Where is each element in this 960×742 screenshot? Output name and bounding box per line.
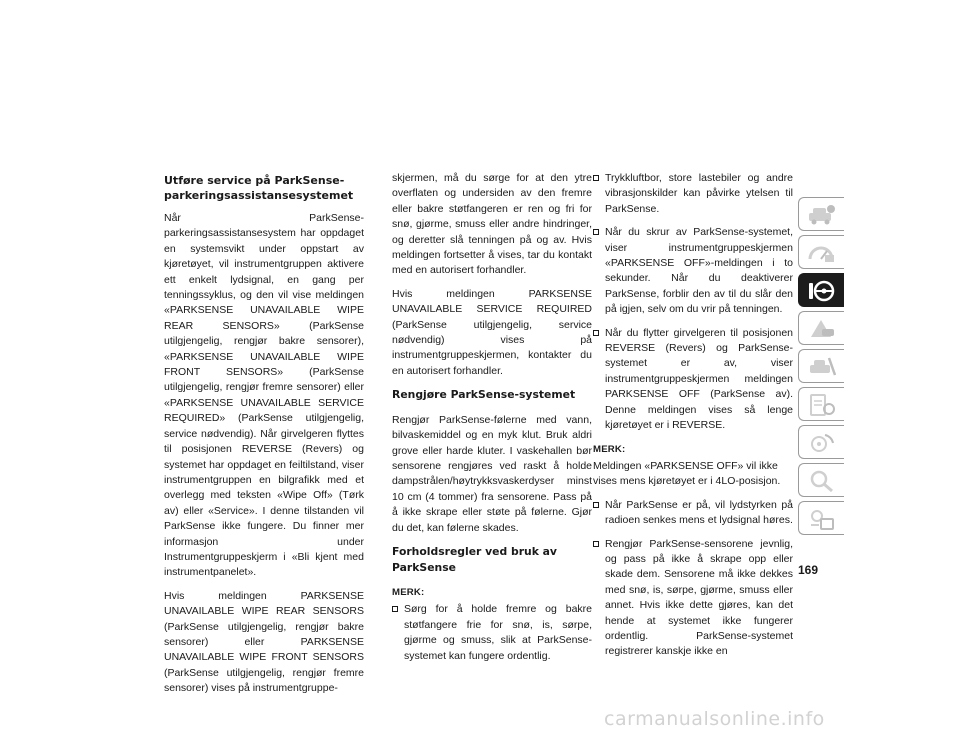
paragraph: skjermen, må du sørge for at den ytre overflaten og undersiden av den fremre eller bakre støtfangeren er ren og fri for snø, gjørme, smuss eller andre hindringer, og deretter slå tenningen på og av. Hvis meldingen fortsetter å vises, tar du kontakt med en autorisert forhandler.	[392, 172, 592, 277]
list-item: Trykkluftbor, store lastebiler og andre vibrasjonskilder kan påvirke ytelsen til ParkSense.	[593, 171, 793, 217]
steering-wheel-icon	[807, 279, 837, 303]
tab-specifications[interactable]	[798, 501, 844, 535]
search-index-icon	[807, 469, 837, 493]
dashboard-icon	[807, 241, 837, 265]
note-text: Meldingen «PARKSENSE OFF» vil ikke vises mens kjøretøyet er i 4LO-posisjon.	[593, 459, 781, 488]
column-1	[164, 171, 364, 705]
tab-steering[interactable]	[798, 273, 844, 307]
tab-search-index[interactable]	[798, 463, 844, 497]
chapter-tabs	[798, 197, 848, 540]
column-3	[593, 171, 793, 668]
paragraph: Rengjør ParkSense-følerne med vann, bilvaskemiddel og en myk klut. Bruk aldri grove eller harde kluter. I vaskehallen bør sensorene rengjøres ved raskt å holde dampstrålen/høytrykksvaskerdyser minst 10 cm (4 tommer) fra sensorene. Pass på å ikke skrape eller støte på følerne. Gjør du det, kan følerne skades.	[392, 413, 592, 534]
bullet-list	[593, 498, 793, 660]
warning-car-icon	[807, 317, 837, 341]
specifications-icon	[807, 507, 837, 531]
tab-multimedia[interactable]	[798, 425, 844, 459]
list-item: Sørg for å holde fremre og bakre støtfangere frie for snø, is, sørpe, gjørme og smuss, slik at ParkSense-systemet kan fungere ordentlig.	[392, 602, 592, 664]
car-info-icon	[807, 203, 837, 227]
checkbox-bullet-icon	[593, 229, 599, 235]
paragraph: Hvis meldingen PARKSENSE UNAVAILABLE SERVICE REQUIRED (ParkSense utilgjengelig, service nødvendig) vises på instrumentgruppeskjermen, kontakter du en autorisert forhandler.	[392, 287, 592, 377]
watermark: carmanualsonline.info	[604, 708, 825, 730]
multimedia-icon	[807, 431, 837, 455]
tab-dashboard[interactable]	[798, 235, 844, 269]
list-item: Rengjør ParkSense-sensorene jevnlig, og pass på ikke å skrape opp eller skade dem. Sensorene må ikke dekkes med snø, is, sørpe, gjørme, smuss eller annet. Hvis ikke dette gjøres, kan det hende at systemet ikke fungerer ordentlig. ParkSense-systemet registrerer kanskje ikke en	[593, 537, 793, 660]
note-label: MERK:	[392, 587, 425, 599]
tab-maintenance[interactable]	[798, 387, 844, 421]
tab-service[interactable]	[798, 349, 844, 383]
checkbox-bullet-icon	[593, 175, 599, 181]
checkbox-bullet-icon	[593, 502, 599, 508]
section-heading-service: Utføre service på ParkSense-parkeringsassistansesystemet	[164, 174, 354, 202]
note-label: MERK:	[593, 443, 626, 455]
checkbox-bullet-icon	[593, 330, 599, 336]
bullet-list	[593, 171, 793, 434]
maintenance-list-icon	[807, 393, 837, 417]
checkbox-bullet-icon	[392, 606, 398, 612]
section-heading-cleaning: Rengjøre ParkSense-systemet	[392, 388, 576, 402]
paragraph: Når ParkSense-parkeringsassistansesystem har oppdaget en systemsvikt under oppstart av kjøretøyet, vil instrumentgruppen aktivere ett enkelt lydsignal, en gang per tenningssyklus, og den vil vise meldingen «PARKSENSE UNAVAILABLE WIPE REAR SENSORS» (ParkSense utilgjengelig, rengjør bakre sensorer), «PARKSENSE UNAVAILABLE WIPE FRONT SENSORS» (ParkSense utilgjengelig, rengjør fremre sensorer) eller «PARKSENSE UNAVAILABLE SERVICE REQUIRED» (ParkSense utilgjengelig, service nødvendig). Når girvelgeren flyttes til posisjonen REVERSE (Revers) og systemet har oppdaget en feiltilstand, viser instrumentgruppen en bilgrafikk med et overlegg med teksten «Wipe Off» (Tørk av) eller «Service». I denne tilstanden vil ParkSense ikke fungere. Du finner mer informasjon under Instrumentgruppeskjerm i «Bli kjent med instrumentpanelet».	[164, 212, 364, 579]
column-2	[392, 171, 592, 672]
service-car-icon	[807, 355, 837, 379]
page-number: 169	[798, 563, 819, 577]
list-item: Når ParkSense er på, vil lydstyrken på radioen senkes mens et lydsignal høres.	[593, 498, 793, 529]
list-item: Når du skrur av ParkSense-systemet, viser instrumentgruppeskjermen «PARKSENSE OFF»-meldingen i to sekunder. Når du deaktiverer ParkSense, forblir den av til du slår den på igjen, selv om du vrir på tenningen.	[593, 225, 793, 317]
section-heading-precautions: Forholdsregler ved bruk av ParkSense	[392, 545, 557, 574]
list-item: Når du flytter girvelgeren til posisjonen REVERSE (Revers) og ParkSense-systemet er av, viser instrumentgruppeskjermen meldingen PARKSENSE OFF (ParkSense av). Denne meldingen vises så lenge kjøretøyet er i REVERSE.	[593, 326, 793, 434]
tab-car-info[interactable]	[798, 197, 844, 231]
checkbox-bullet-icon	[593, 541, 599, 547]
tab-warning[interactable]	[798, 311, 844, 345]
bullet-list	[392, 602, 592, 664]
paragraph: Hvis meldingen PARKSENSE UNAVAILABLE WIPE REAR SENSORS (ParkSense utilgjengelig, rengjør bakre sensorer) eller PARKSENSE UNAVAILABLE WIPE FRONT SENSORS (ParkSense utilgjengelig, rengjør fremre sensorer) vises på instrumentgruppe-	[164, 589, 364, 695]
